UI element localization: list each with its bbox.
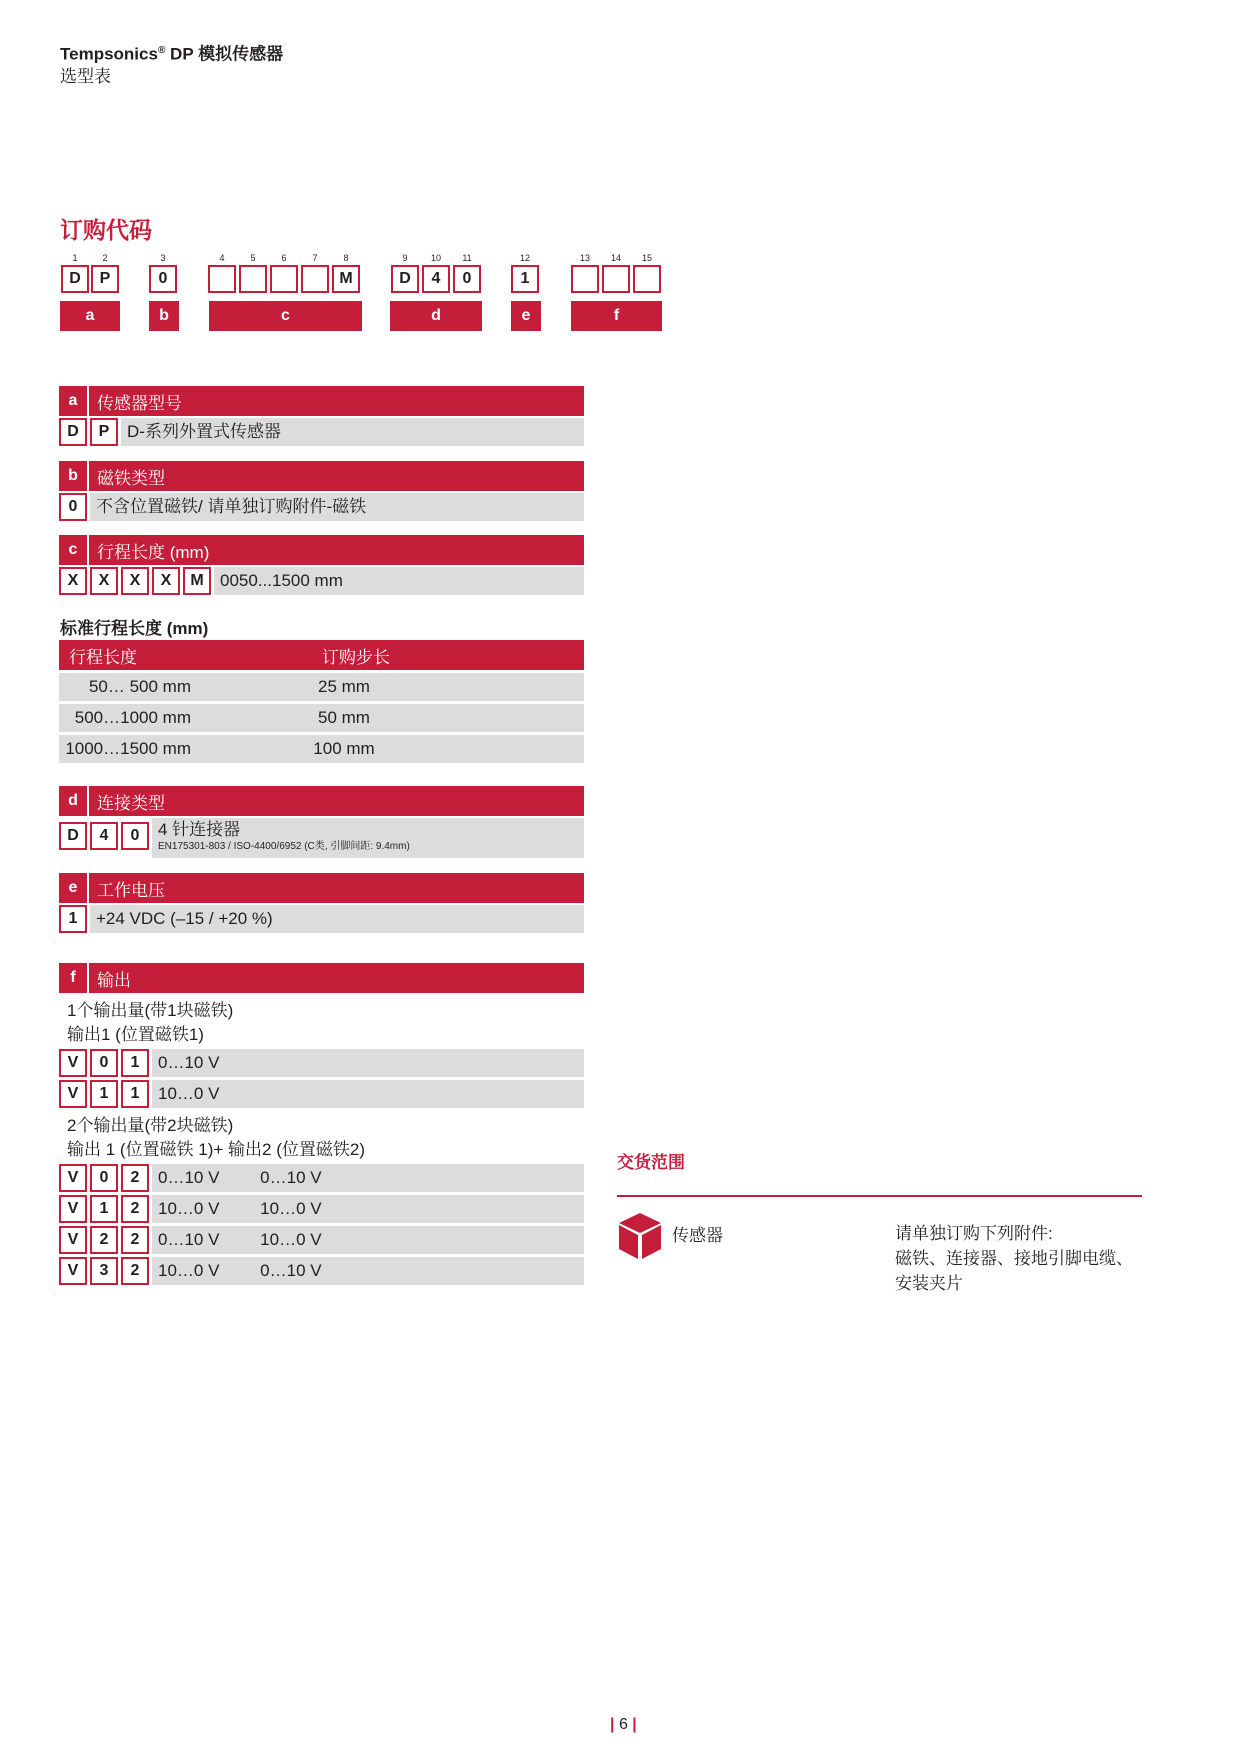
code-box <box>602 265 630 293</box>
code-box: 2 <box>90 1226 118 1254</box>
position-number: 14 <box>610 253 621 263</box>
code-box: 1 <box>59 905 87 933</box>
option-codes <box>59 1080 152 1108</box>
column-header: 行程长度 <box>69 647 137 667</box>
code-box: V <box>59 1226 87 1254</box>
table-cell: 50… 500 mm <box>88 677 191 696</box>
code-box <box>571 265 599 293</box>
section-title: 行程长度 (mm) <box>97 542 210 562</box>
option-codes <box>59 1257 152 1285</box>
code-box: 0 <box>149 265 177 293</box>
output-range-2: 10…0 V <box>260 1199 322 1218</box>
code-box: 0 <box>90 1164 118 1192</box>
position-number: 10 <box>430 253 441 263</box>
code-box: X <box>59 567 87 595</box>
position-number: 2 <box>102 253 108 263</box>
section-sensor-model <box>59 386 584 446</box>
output-range-1: 10…0 V <box>158 1261 220 1280</box>
output-range: 0…10 V <box>158 1053 220 1072</box>
registered-mark: ® <box>157 45 166 56</box>
section-supply-voltage <box>59 873 584 933</box>
option-description <box>152 1195 584 1223</box>
code-box: P <box>91 265 119 293</box>
group-label-d: d <box>390 301 482 331</box>
delivery-title: 交货范围 <box>617 1153 685 1172</box>
code-box: D <box>59 822 87 850</box>
note-line: 磁铁、连接器、接地引脚电缆、 <box>895 1249 1133 1268</box>
code-box: P <box>90 418 118 446</box>
position-number: 8 <box>343 253 349 263</box>
output-range: 10…0 V <box>158 1084 220 1103</box>
code-box: 2 <box>121 1226 149 1254</box>
option-row <box>59 567 584 595</box>
option-row <box>59 905 584 933</box>
section-title: 传感器型号 <box>97 393 182 413</box>
code-box: V <box>59 1257 87 1285</box>
option-codes <box>59 1195 152 1223</box>
table-row <box>59 735 584 763</box>
option-description <box>152 1080 584 1108</box>
table-header <box>59 640 584 670</box>
section-title: 输出 <box>97 970 131 990</box>
divider <box>617 1195 1142 1197</box>
section-header <box>59 461 584 491</box>
product-title <box>60 40 283 66</box>
code-box: 0 <box>453 265 481 293</box>
code-box <box>633 265 661 293</box>
code-box: 1 <box>90 1080 118 1108</box>
position-number: 15 <box>641 253 652 263</box>
section-header <box>59 963 584 993</box>
order-code-title: 订购代码 <box>60 217 152 243</box>
output-range-1: 10…0 V <box>158 1199 220 1218</box>
section-title: 工作电压 <box>97 880 165 900</box>
position-number: 13 <box>579 253 590 263</box>
option-row <box>59 1080 584 1108</box>
option-row <box>59 1164 584 1192</box>
group-label-f: f <box>571 301 662 331</box>
option-row <box>59 418 584 446</box>
code-group-labels <box>60 301 680 333</box>
position-number: 6 <box>281 253 287 263</box>
page-number <box>610 1716 637 1734</box>
brand-name: Tempsonics <box>60 44 158 64</box>
section-letter: c <box>59 535 89 565</box>
code-box: 4 <box>90 822 118 850</box>
order-code-boxes <box>60 265 680 297</box>
code-box: 0 <box>121 822 149 850</box>
connector-standard: EN175301-803 / ISO-4400/6952 (C类, 引脚间距: 9.4mm) <box>158 841 410 852</box>
option-codes <box>59 418 121 446</box>
option-description <box>152 1049 584 1077</box>
output-range-1: 0…10 V <box>158 1168 220 1187</box>
section-header <box>59 535 584 565</box>
page-number-bar-left: | <box>610 1716 615 1733</box>
code-box: 2 <box>121 1257 149 1285</box>
group-label-e: e <box>511 301 541 331</box>
option-codes <box>59 818 152 858</box>
standard-stroke-table <box>59 640 584 763</box>
option-codes <box>59 567 214 595</box>
option-description: +24 VDC (–15 / +20 %) <box>90 905 584 933</box>
option-description: 0050...1500 mm <box>214 567 584 595</box>
section-output <box>59 963 584 1285</box>
section-letter: a <box>59 386 89 416</box>
code-box: V <box>59 1080 87 1108</box>
section-title: 连接类型 <box>97 793 165 813</box>
section-magnet-type <box>59 461 584 521</box>
code-box: V <box>59 1049 87 1077</box>
section-title: 磁铁类型 <box>97 468 165 488</box>
section-letter: f <box>59 963 89 993</box>
code-box: D <box>61 265 89 293</box>
code-box: 2 <box>121 1195 149 1223</box>
section-header <box>59 386 584 416</box>
position-number: 12 <box>519 253 530 263</box>
package-box-icon <box>617 1211 663 1261</box>
document-subtitle: 选型表 <box>60 66 111 86</box>
table-cell: 500…1000 mm <box>74 708 191 727</box>
table-row <box>59 704 584 732</box>
position-number: 11 <box>462 253 472 263</box>
output-group-title: 1个输出量(带1块磁铁) <box>67 1001 234 1020</box>
output-group-title: 2个输出量(带2块磁铁) <box>67 1116 234 1135</box>
code-box: X <box>121 567 149 595</box>
position-numbers <box>60 253 680 265</box>
code-box: V <box>59 1195 87 1223</box>
code-box: 1 <box>121 1049 149 1077</box>
code-box: D <box>391 265 419 293</box>
output-group-subtitle: 输出 1 (位置磁铁 1)+ 输出2 (位置磁铁2) <box>67 1140 366 1159</box>
position-number: 5 <box>250 253 256 263</box>
option-row <box>59 493 584 521</box>
option-codes <box>59 1164 152 1192</box>
code-box: 1 <box>511 265 539 293</box>
option-description <box>152 1257 584 1285</box>
code-box: 3 <box>90 1257 118 1285</box>
standard-stroke-title: 标准行程长度 (mm) <box>60 619 209 638</box>
group-label-b: b <box>149 301 179 331</box>
option-description: D-系列外置式传感器 <box>121 418 584 446</box>
output-range-2: 10…0 V <box>260 1230 322 1249</box>
product-name: DP 模拟传感器 <box>165 44 284 64</box>
option-row <box>59 1195 584 1223</box>
position-number: 1 <box>72 253 78 263</box>
position-number: 7 <box>312 253 318 263</box>
group-label-a: a <box>60 301 120 331</box>
code-box: 1 <box>121 1080 149 1108</box>
output-range-1: 0…10 V <box>158 1230 220 1249</box>
code-box <box>239 265 267 293</box>
code-box: X <box>152 567 180 595</box>
code-box: D <box>59 418 87 446</box>
delivery-note <box>895 1221 1155 1296</box>
section-header <box>59 786 584 816</box>
section-letter: b <box>59 461 89 491</box>
code-box: 1 <box>90 1195 118 1223</box>
table-cell: 100 mm <box>313 739 375 758</box>
code-box: 0 <box>59 493 87 521</box>
connector-name: 4 针连接器 <box>158 820 241 839</box>
section-header <box>59 873 584 903</box>
section-letter: d <box>59 786 89 816</box>
code-box: 4 <box>422 265 450 293</box>
position-number: 3 <box>160 253 166 263</box>
section-stroke-length <box>59 535 584 595</box>
code-box <box>301 265 329 293</box>
option-row <box>59 1049 584 1077</box>
code-box: M <box>183 567 211 595</box>
option-row <box>59 1257 584 1285</box>
table-cell: 50 mm <box>318 708 370 727</box>
code-box <box>270 265 298 293</box>
table-cell: 25 mm <box>318 677 370 696</box>
note-line: 请单独订购下列附件: <box>895 1224 1053 1243</box>
option-codes <box>59 493 90 521</box>
code-box <box>208 265 236 293</box>
section-connection-type <box>59 786 584 858</box>
position-number: 9 <box>402 253 408 263</box>
option-description <box>152 818 584 858</box>
option-row <box>59 818 584 858</box>
column-header: 订购步长 <box>322 647 390 667</box>
option-row <box>59 1226 584 1254</box>
code-box: M <box>332 265 360 293</box>
output-range-2: 0…10 V <box>260 1261 322 1280</box>
option-codes <box>59 1226 152 1254</box>
position-number: 4 <box>219 253 225 263</box>
table-row <box>59 673 584 701</box>
option-codes <box>59 905 90 933</box>
section-letter: e <box>59 873 89 903</box>
page-number-bar-right: | <box>632 1716 637 1733</box>
table-cell: 1000…1500 mm <box>65 739 191 758</box>
option-description <box>152 1164 584 1192</box>
code-box: 0 <box>90 1049 118 1077</box>
output-group-subtitle: 输出1 (位置磁铁1) <box>67 1025 204 1044</box>
code-box: 2 <box>121 1164 149 1192</box>
option-description: 不含位置磁铁/ 请单独订购附件-磁铁 <box>90 493 584 521</box>
delivery-scope <box>617 1148 1142 1293</box>
delivery-item: 传感器 <box>672 1226 723 1245</box>
output-range-2: 0…10 V <box>260 1168 322 1187</box>
code-box: V <box>59 1164 87 1192</box>
page-number-value: 6 <box>618 1716 628 1733</box>
note-line: 安装夹片 <box>895 1274 963 1293</box>
code-box: X <box>90 567 118 595</box>
option-description <box>152 1226 584 1254</box>
document-header <box>60 40 283 88</box>
group-label-c: c <box>209 301 362 331</box>
option-codes <box>59 1049 152 1077</box>
